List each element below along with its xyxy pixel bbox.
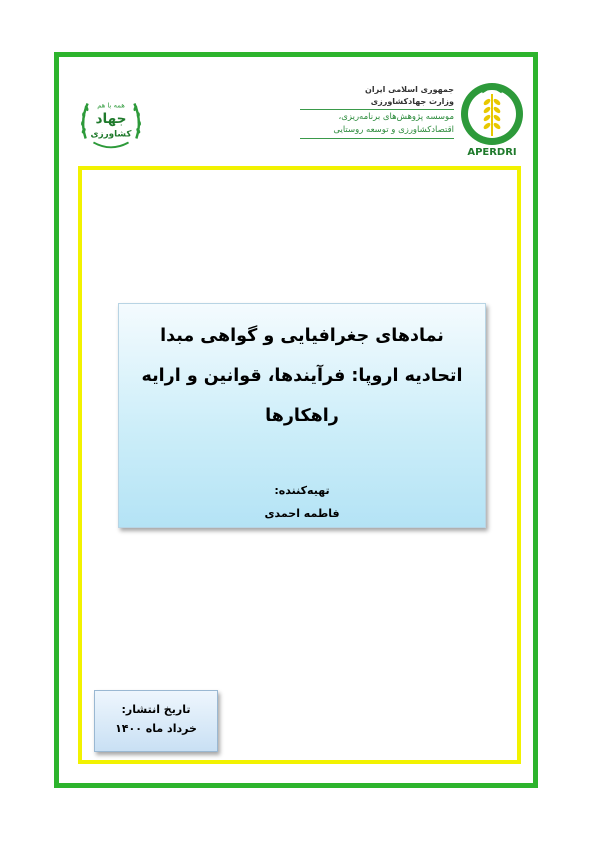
org-divider-bottom xyxy=(300,138,454,139)
jahad-logo-main-text: جهاد xyxy=(95,110,127,127)
org-institute-line1: موسسه پژوهش‌های برنامه‌ریزی، xyxy=(338,112,454,122)
aperdri-logo xyxy=(456,80,528,158)
prepared-by-label: تهیه‌کننده: xyxy=(274,484,330,497)
org-ministry: وزارت جهادکشاورزی xyxy=(370,97,454,106)
title-box xyxy=(118,303,486,528)
publication-date-label: تاریخ انتشار: xyxy=(121,703,191,716)
jahad-keshavarzi-logo xyxy=(72,82,150,160)
org-divider xyxy=(300,109,454,110)
publication-date-box xyxy=(94,690,218,752)
author-name: فاطمه احمدی xyxy=(264,507,340,520)
document-title: نمادهای جغرافیایی و گواهی مبدا اتحادیه اروپا: فرآیندها، قوانین و ارایه راهکارها xyxy=(141,326,463,426)
aperdri-logo-text: APERDRI xyxy=(467,147,517,158)
org-country: جمهوری اسلامی ایران xyxy=(365,85,454,94)
org-institute-line2: اقتصادکشاورزی و توسعه روستایی xyxy=(333,125,454,135)
jahad-logo-sub-text: کشاورزی xyxy=(90,129,132,140)
jahad-logo-top-text: همه با هم xyxy=(97,101,125,110)
organization-header xyxy=(300,84,454,154)
publication-date-value: خرداد ماه ۱۴۰۰ xyxy=(115,722,197,735)
